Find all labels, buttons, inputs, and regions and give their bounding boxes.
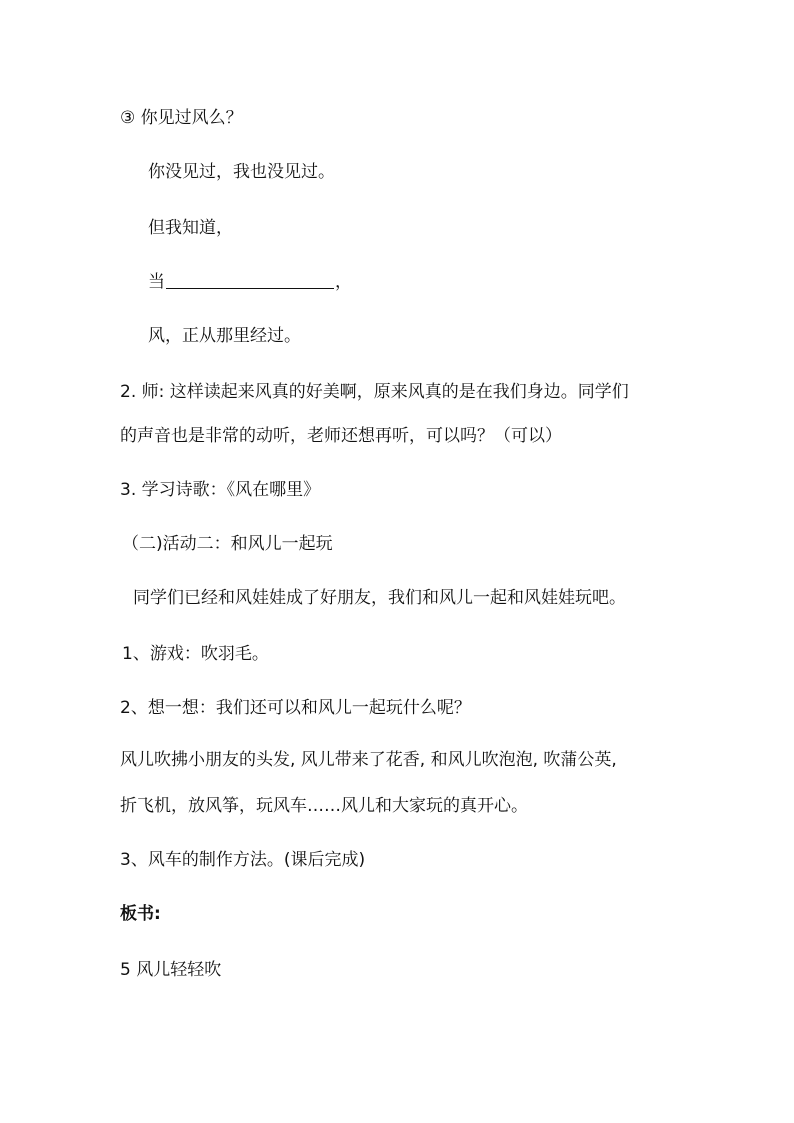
activity-two-intro: 同学们已经和风娃娃成了好朋友，我们和风儿一起和风娃娃玩吧。 bbox=[133, 588, 626, 608]
blackboard-heading: 板书: bbox=[120, 904, 161, 924]
play-list-line-2: 折飞机，放风筝，玩风车……风儿和大家玩的真开心。 bbox=[120, 796, 528, 816]
teacher-remark-line-2: 的声音也是非常的动听，老师还想再听，可以吗？（可以） bbox=[120, 426, 562, 446]
activity-two-heading: （二)活动二：和风儿一起玩 bbox=[122, 534, 333, 554]
poem-line-2: 但我知道， bbox=[148, 218, 233, 238]
poem-line-1: 你没见过，我也没见过。 bbox=[148, 162, 335, 182]
blackboard-title: 5 风儿轻轻吹 bbox=[120, 960, 222, 980]
poem-fill-line bbox=[148, 270, 352, 294]
poem-question-line: ③ 你见过风么？ bbox=[120, 108, 243, 128]
fill-line-suffix: ， bbox=[335, 272, 352, 292]
game-item: 1、游戏：吹羽毛。 bbox=[122, 644, 269, 664]
think-item: 2、想一想：我们还可以和风儿一起玩什么呢？ bbox=[120, 698, 471, 718]
teacher-remark-line-1: 2. 师: 这样读起来风真的好美啊，原来风真的是在我们身边。同学们 bbox=[120, 382, 629, 402]
fill-in-blank bbox=[166, 270, 334, 289]
poem-line-4: 风，正从那里经过。 bbox=[148, 326, 301, 346]
poem-study-line: 3. 学习诗歌：《风在哪里》 bbox=[120, 480, 321, 500]
windmill-item: 3、风车的制作方法。(课后完成) bbox=[120, 850, 366, 870]
fill-line-prefix: 当 bbox=[148, 272, 165, 292]
play-list-line-1: 风儿吹拂小朋友的头发, 风儿带来了花香, 和风儿吹泡泡, 吹蒲公英, bbox=[120, 750, 617, 770]
